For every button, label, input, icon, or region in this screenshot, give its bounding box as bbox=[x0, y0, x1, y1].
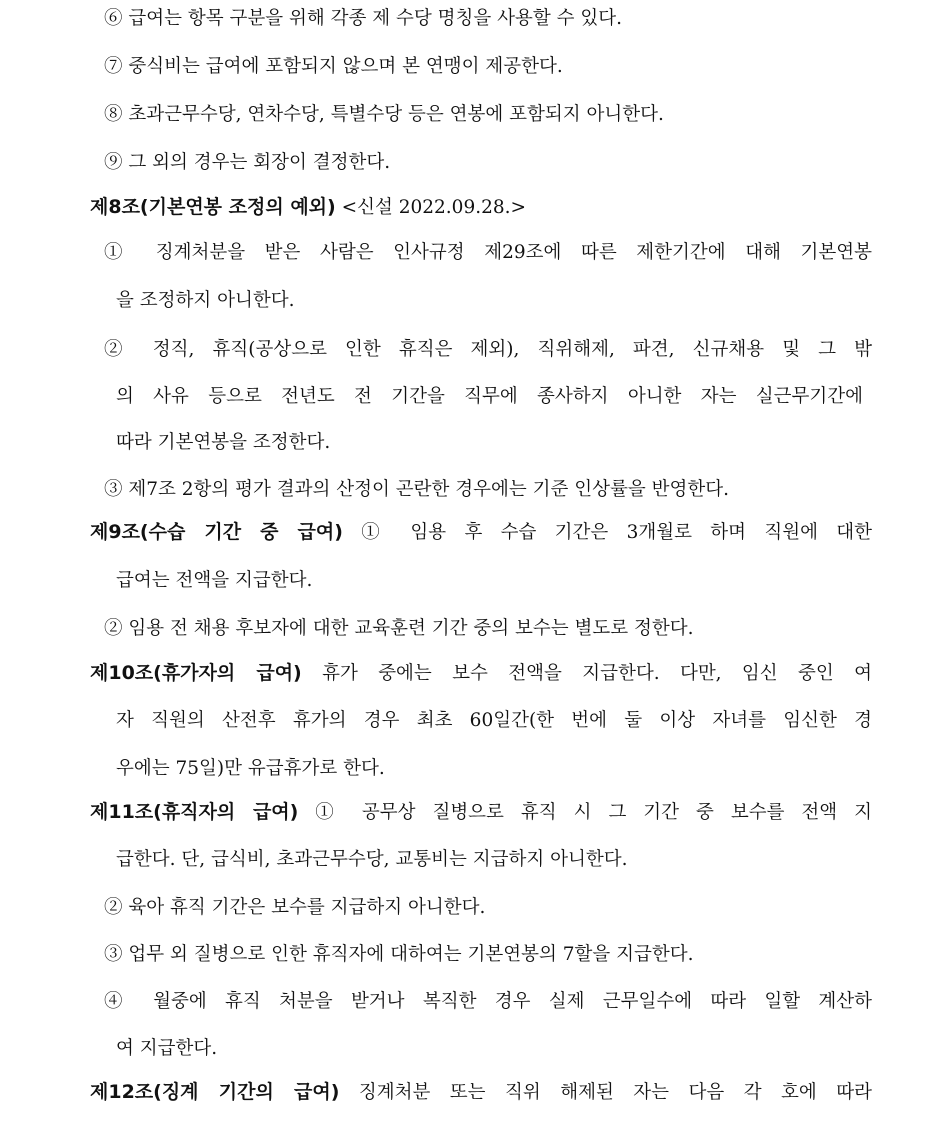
article-9-item-2: ② 임용 전 채용 후보자에 대한 교육훈련 기간 중의 보수는 별도로 정한다. bbox=[104, 618, 694, 639]
article-12-title: 제12조(징계 기간의 급여) bbox=[90, 1081, 340, 1103]
article-8-item-2-cont1: 의 사유 등으로 전년도 전 기간을 직무에 종사하지 아니한 자는 실근무기간에 bbox=[116, 386, 863, 407]
article-11-item-2: ② 육아 휴직 기간은 보수를 지급하지 아니한다. bbox=[104, 897, 486, 918]
article-10-title: 제10조(휴가자의 급여) bbox=[90, 662, 302, 684]
article-10-heading bbox=[90, 662, 872, 685]
article-11-title: 제11조(휴직자의 급여) bbox=[90, 801, 299, 823]
article-9-cont: 급여는 전액을 지급한다. bbox=[116, 570, 313, 591]
article-9-title: 제9조(수습 기간 중 급여) bbox=[90, 521, 343, 543]
article-11-text: ① 공무상 질병으로 휴직 시 그 기간 중 보수를 전액 지 bbox=[298, 802, 872, 823]
article-8-item-1: ① 징계처분을 받은 사람은 인사규정 제29조에 따른 제한기간에 대해 기본연봉 bbox=[104, 242, 872, 263]
article-11-cont: 급한다. 단, 급식비, 초과근무수당, 교통비는 지급하지 아니한다. bbox=[116, 849, 628, 870]
article-11-item-3: ③ 업무 외 질병으로 인한 휴직자에 대하여는 기본연봉의 7할을 지급한다. bbox=[104, 944, 694, 965]
article-10-cont2: 우에는 75일)만 유급휴가로 한다. bbox=[116, 758, 385, 779]
article-8-heading bbox=[90, 196, 950, 219]
article-8-item-2-cont2: 따라 기본연봉을 조정한다. bbox=[116, 432, 331, 453]
article-10-text: 휴가 중에는 보수 전액을 지급한다. 다만, 임신 중인 여 bbox=[301, 663, 872, 684]
article-8-item-1-cont: 을 조정하지 아니한다. bbox=[116, 290, 295, 311]
article-9-heading bbox=[90, 521, 872, 544]
article-8-note: <신설 2022.09.28.> bbox=[335, 197, 527, 218]
clause-6: ⑥ 급여는 항목 구분을 위해 각종 제 수당 명칭을 사용할 수 있다. bbox=[104, 8, 622, 29]
article-11-item-4: ④ 월중에 휴직 처분을 받거나 복직한 경우 실제 근무일수에 따라 일할 계산하 bbox=[104, 991, 872, 1012]
clause-9: ⑨ 그 외의 경우는 회장이 결정한다. bbox=[104, 152, 391, 173]
article-12-text: 징계처분 또는 직위 해제된 자는 다음 각 호에 따라 bbox=[339, 1082, 872, 1103]
article-8-item-2: ② 정직, 휴직(공상으로 인한 휴직은 제외), 직위해제, 파견, 신규채용 및 그 밖 bbox=[104, 339, 872, 360]
article-11-heading bbox=[90, 801, 872, 824]
clause-8: ⑧ 초과근무수당, 연차수당, 특별수당 등은 연봉에 포함되지 아니한다. bbox=[104, 104, 664, 125]
article-8-title: 제8조(기본연봉 조정의 예외) bbox=[90, 196, 336, 218]
article-11-item-4-cont: 여 지급한다. bbox=[116, 1038, 218, 1059]
article-12-heading bbox=[90, 1081, 872, 1104]
article-8-item-3: ③ 제7조 2항의 평가 결과의 산정이 곤란한 경우에는 기준 인상률을 반영한다. bbox=[104, 479, 729, 500]
article-10-cont1: 자 직원의 산전후 휴가의 경우 최초 60일간(한 번에 둘 이상 자녀를 임신한 경 bbox=[116, 710, 872, 731]
article-9-text: ① 임용 후 수습 기간은 3개월로 하며 직원에 대한 bbox=[342, 522, 872, 543]
clause-7: ⑦ 중식비는 급여에 포함되지 않으며 본 연맹이 제공한다. bbox=[104, 56, 563, 77]
